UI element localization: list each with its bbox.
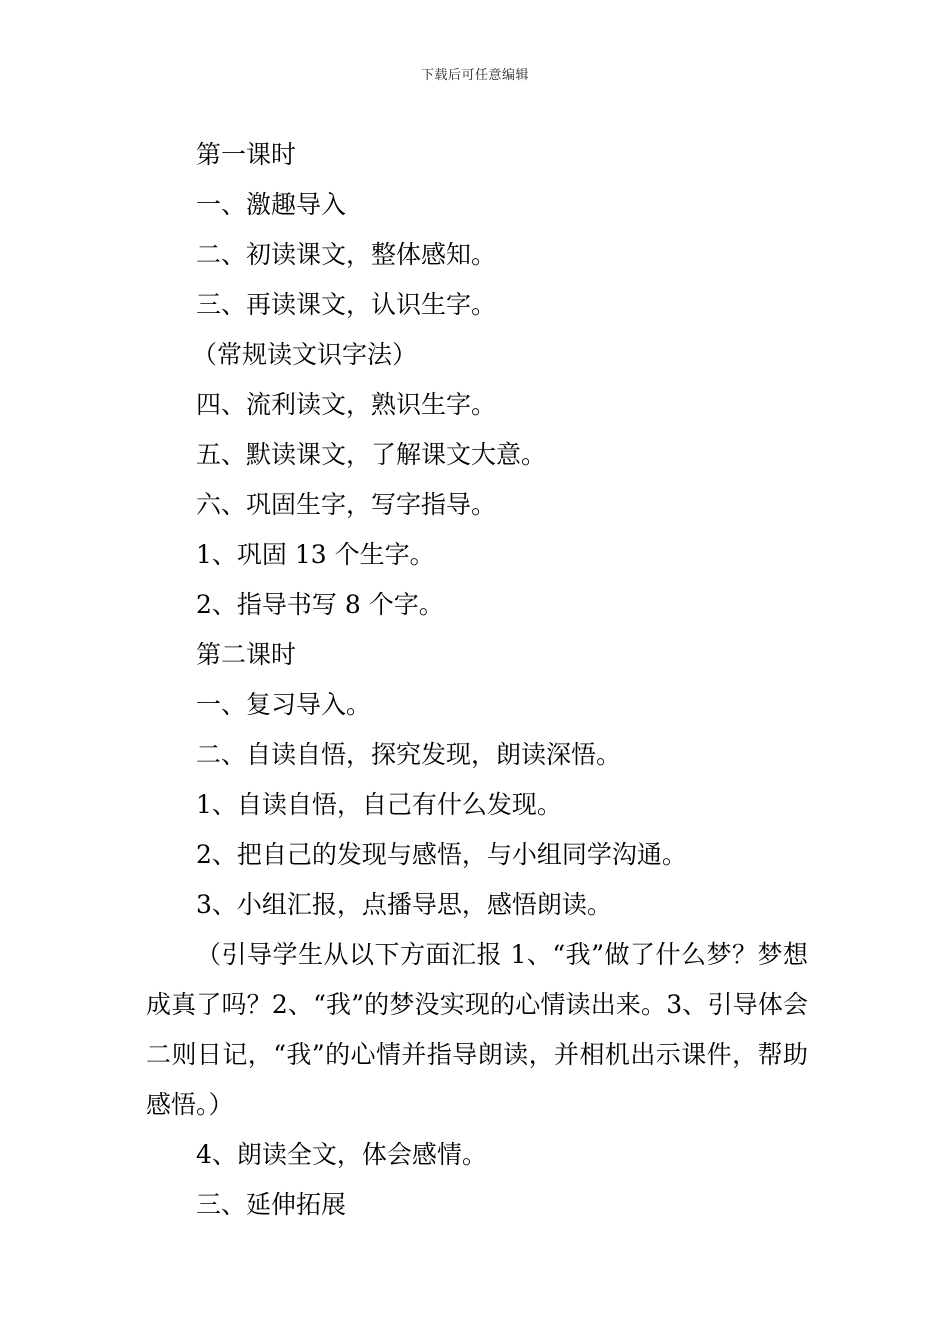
substep-self-study-2: 2、把自己的发现与感悟，与小组同学沟通。 xyxy=(196,840,687,869)
step-4: 四、流利读文，熟识生字。 xyxy=(196,390,497,419)
note-line: （常规读文识字法） xyxy=(192,340,418,369)
substep-1: 1、巩固 13 个生字。 xyxy=(196,540,435,569)
substep-self-study-3: 3、小组汇报，点播导思，感悟朗读。 xyxy=(196,890,612,919)
substep-2: 2、指导书写 8 个字。 xyxy=(196,590,444,619)
document-body xyxy=(146,130,808,1230)
step-2: 二、初读课文，整体感知。 xyxy=(196,240,497,269)
step-3-extension: 三、延伸拓展 xyxy=(196,1190,347,1219)
step-1: 一、激趣导入 xyxy=(196,190,347,219)
section-title-lesson-1: 第一课时 xyxy=(196,140,297,169)
step-2-self-study: 二、自读自悟，探究发现，朗读深悟。 xyxy=(196,740,622,769)
step-3: 三、再读课文，认识生字。 xyxy=(196,290,497,319)
step-5: 五、默读课文，了解课文大意。 xyxy=(196,440,547,469)
substep-self-study-4: 4、朗读全文，体会感情。 xyxy=(196,1140,487,1169)
guidance-paragraph: （引导学生从以下方面汇报 1、“我”做了什么梦？梦想成真了吗？2、“我”的梦没实现的心情读出来。3、引导体会二则日记，“我”的心情并指导朗读，并相机出示课件，帮助感悟。） xyxy=(146,940,808,1119)
step-1-review: 一、复习导入。 xyxy=(196,690,372,719)
substep-self-study-1: 1、自读自悟，自己有什么发现。 xyxy=(196,790,562,819)
section-title-lesson-2: 第二课时 xyxy=(196,640,297,669)
page-header: 下载后可任意编辑 xyxy=(420,68,529,83)
step-6: 六、巩固生字，写字指导。 xyxy=(196,490,497,519)
